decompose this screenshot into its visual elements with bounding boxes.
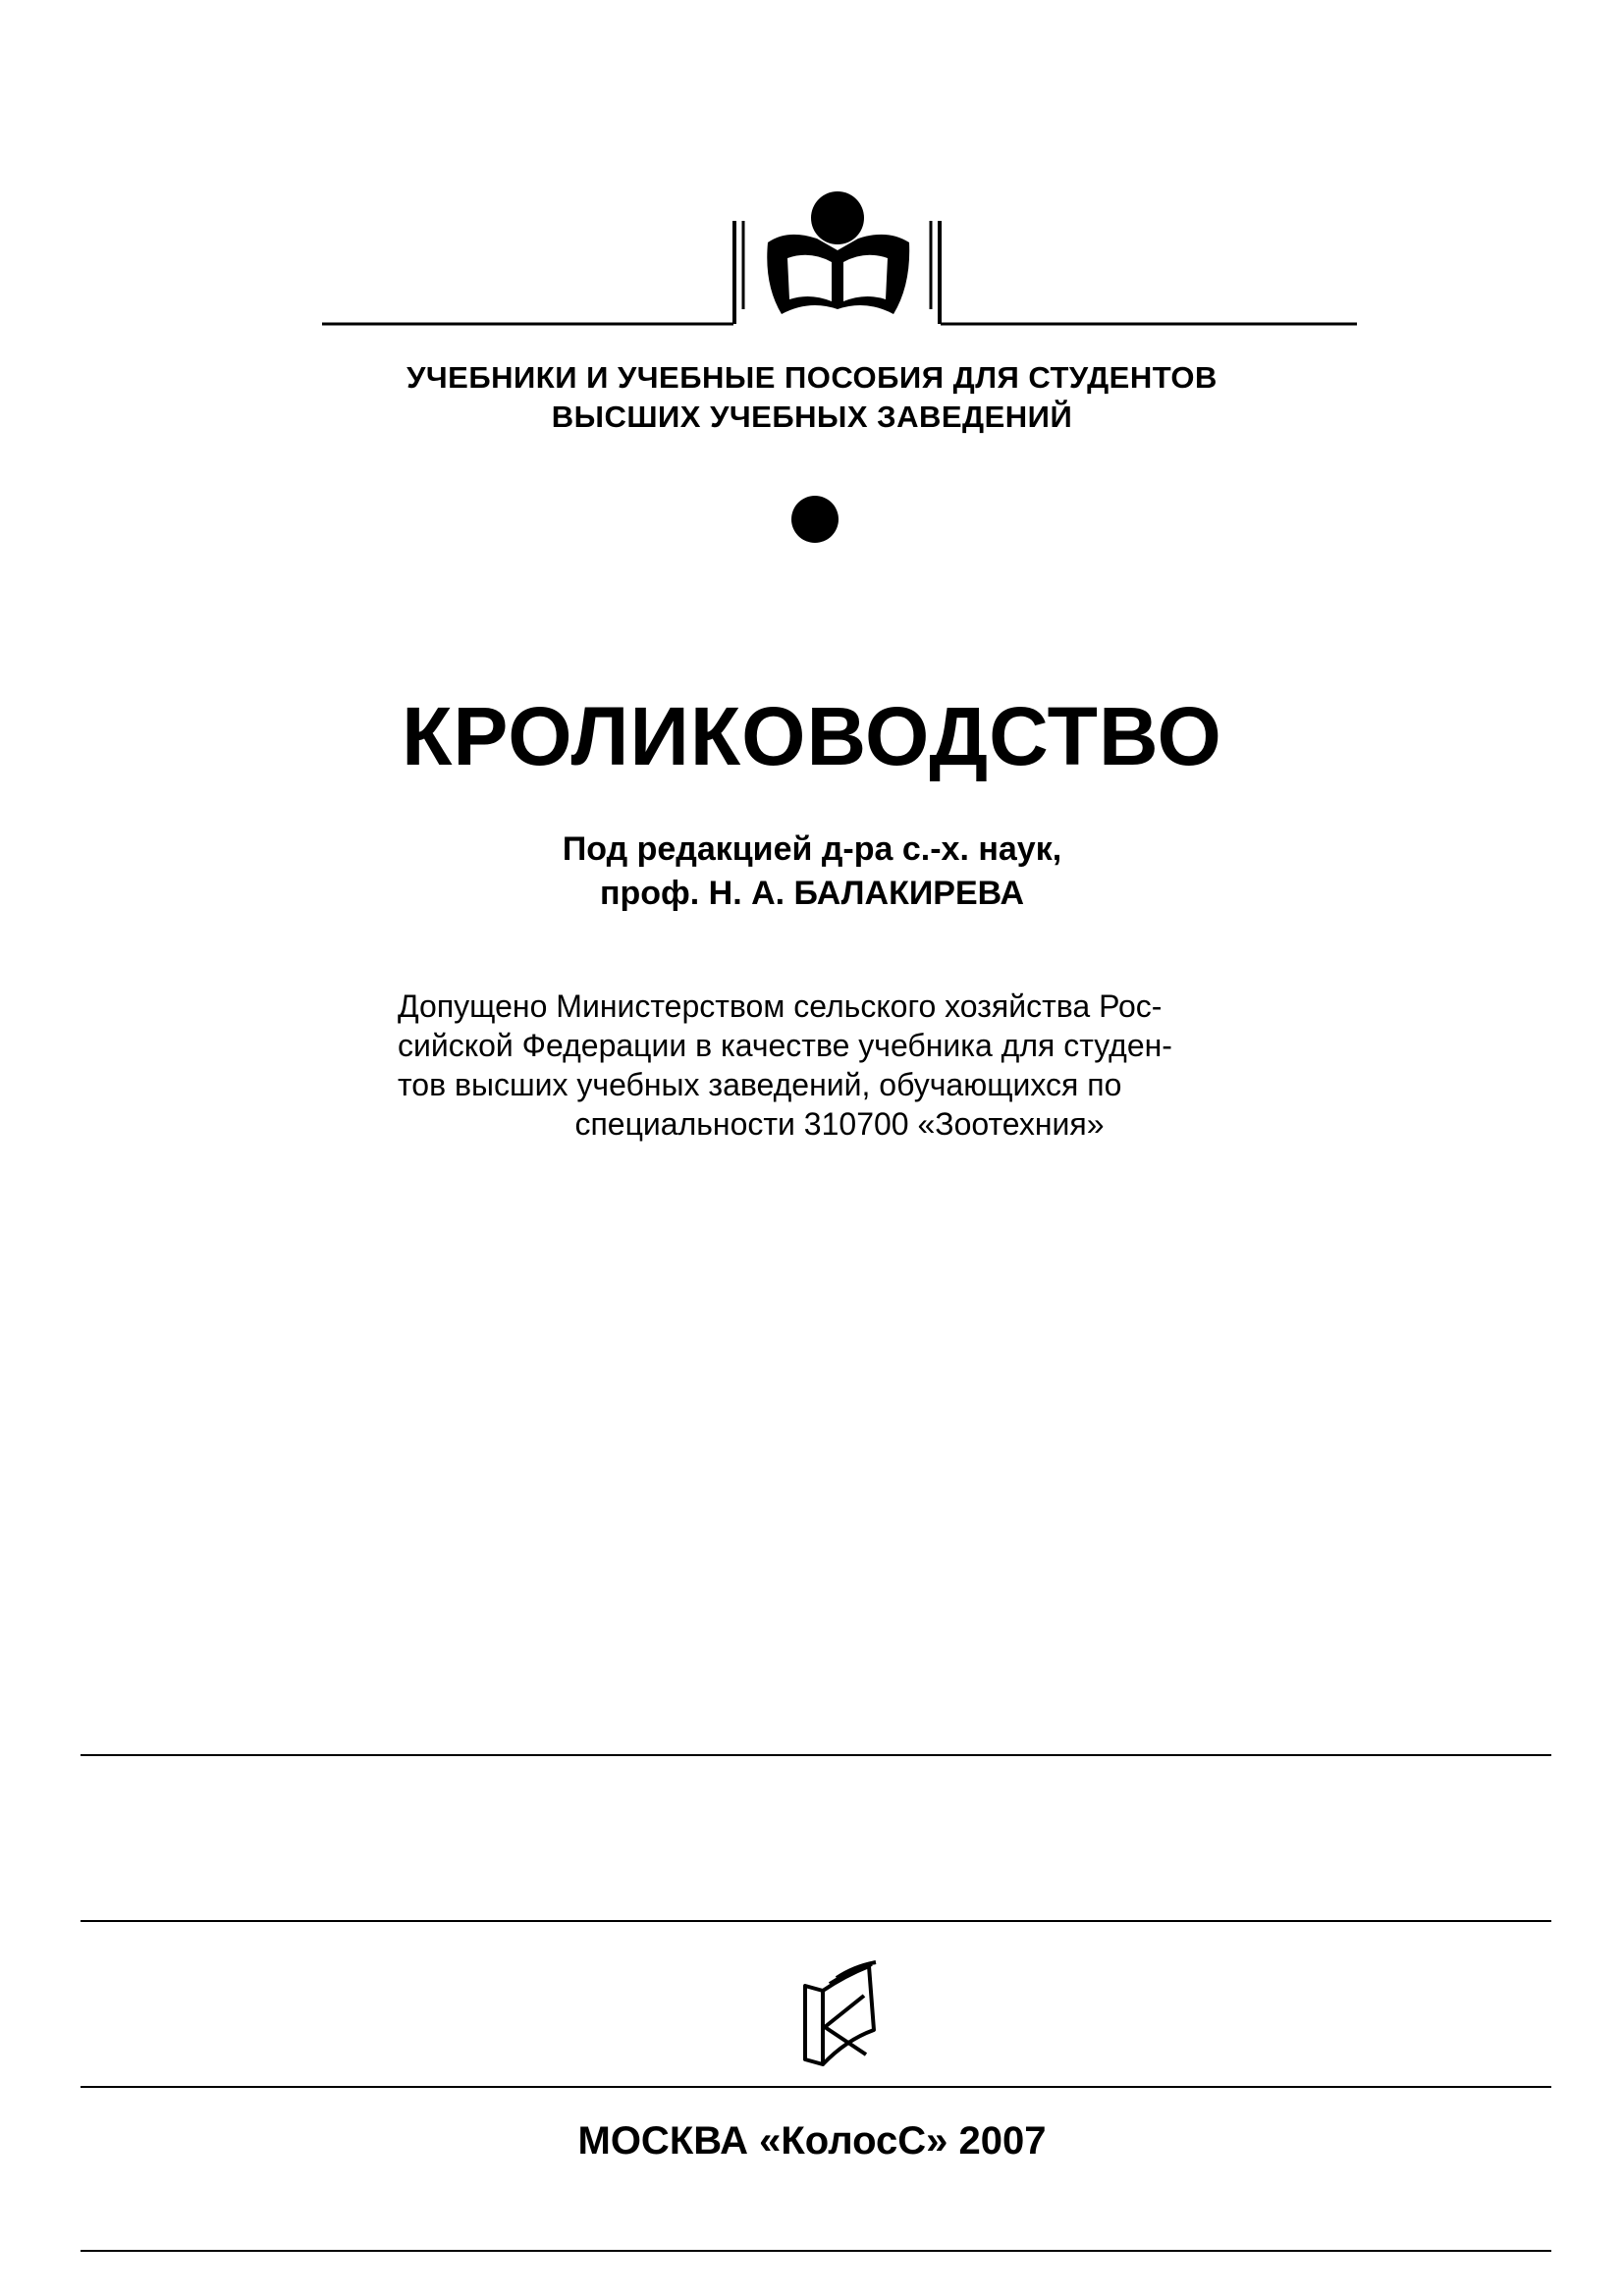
approval-line-2: сийской Федерации в качестве учебника для студен- — [398, 1028, 1172, 1063]
divider-rule — [81, 1754, 1551, 1756]
editor-credit — [0, 828, 1624, 916]
publisher-logo — [785, 1956, 893, 2069]
approval-line-3: тов высших учебных заведений, обучающихся по — [398, 1067, 1122, 1102]
editor-line-2: проф. Н. А. БАЛАКИРЕВА — [599, 875, 1025, 912]
series-title-line-1: УЧЕБНИКИ И УЧЕБНЫЕ ПОСОБИЯ ДЛЯ СТУДЕНТОВ — [406, 360, 1218, 395]
approval-line-4: специальности 310700 «Зоотехния» — [574, 1106, 1105, 1142]
series-title-line-2: ВЫСШИХ УЧЕБНЫХ ЗАВЕДЕНИЙ — [551, 400, 1073, 434]
book-title: КРОЛИКОВОДСТВО — [402, 690, 1222, 782]
approval-note — [398, 987, 1281, 1144]
approval-line-1: Допущено Министерством сельского хозяйства Рос- — [398, 988, 1163, 1024]
decorative-bullet — [791, 496, 839, 543]
divider-rule — [81, 2250, 1551, 2252]
divider-rule — [81, 1920, 1551, 1922]
editor-line-1: Под редакцией д-ра с.-х. наук, — [562, 830, 1062, 868]
series-logo — [314, 172, 1365, 329]
divider-rule — [81, 2086, 1551, 2088]
kolos-book-k-icon — [805, 1962, 876, 2064]
publisher-imprint: МОСКВА «КолосС» 2007 — [577, 2119, 1047, 2163]
reader-with-book-icon — [322, 191, 1357, 324]
series-title — [0, 358, 1624, 437]
